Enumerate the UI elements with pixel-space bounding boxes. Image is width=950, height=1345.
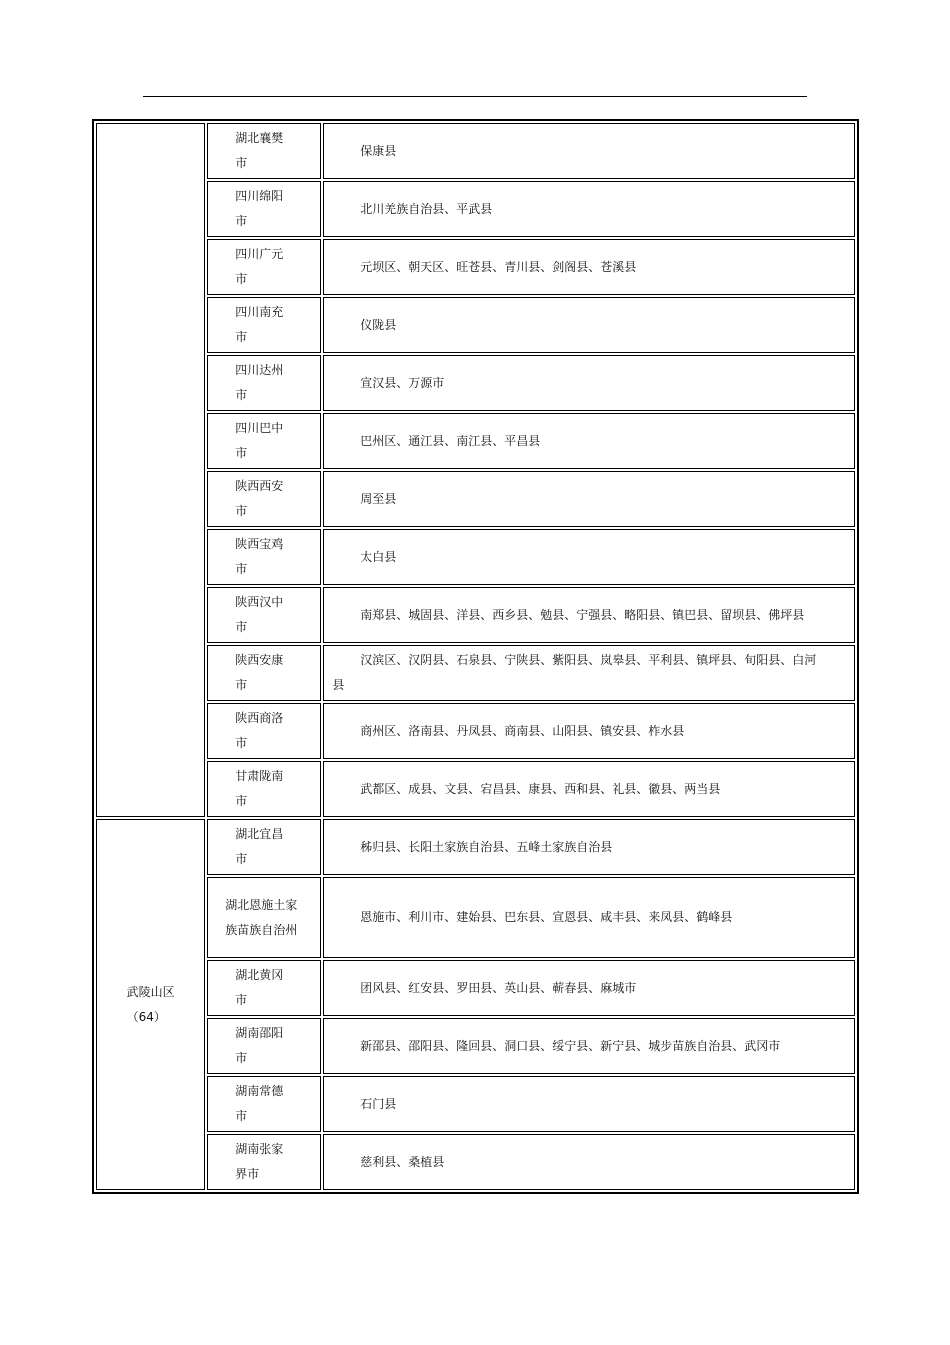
table-row [96,1018,855,1074]
city-name: 湖南张家界市 [235,1142,284,1181]
city-cell [207,761,321,817]
city-name: 湖北宜昌市 [235,827,284,866]
county-list: 仪陇县 [323,297,855,353]
city-cell [207,819,321,875]
table-row [96,181,855,237]
city-name: 甘肃陇南市 [235,769,284,808]
city-cell [207,239,321,295]
table-row [96,471,855,527]
county-list: 石门县 [323,1076,855,1132]
city-cell [207,587,321,643]
table-row [96,587,855,643]
city-name: 陕西汉中市 [235,595,284,634]
table-row [96,877,855,958]
region-cell [96,123,205,817]
table-row [96,819,855,875]
table-row [96,1134,855,1190]
city-name: 陕西宝鸡市 [235,537,284,576]
city-cell [207,645,321,701]
city-cell [207,355,321,411]
city-name: 湖北恩施土家族苗族自治州 [225,897,298,937]
city-name: 陕西西安市 [235,479,284,518]
city-cell [207,703,321,759]
county-list: 恩施市、利川市、建始县、巴东县、宣恩县、咸丰县、来凤县、鹤峰县 [323,877,855,958]
county-list: 新邵县、邵阳县、隆回县、洞口县、绥宁县、新宁县、城步苗族自治县、武冈市 [323,1018,855,1074]
county-list: 商州区、洛南县、丹凤县、商南县、山阳县、镇安县、柞水县 [323,703,855,759]
city-name: 湖南邵阳市 [235,1026,284,1065]
city-name: 湖南常德市 [235,1084,284,1123]
city-name: 四川广元市 [235,247,284,286]
region-name: 武陵山区 （64） [126,984,175,1024]
header-rule [143,96,807,97]
city-cell [207,471,321,527]
city-name: 四川达州市 [235,363,284,402]
region-table [92,119,859,1194]
county-list: 宣汉县、万源市 [323,355,855,411]
table-row [96,1076,855,1132]
city-cell [207,1018,321,1074]
county-list: 团风县、红安县、罗田县、英山县、蕲春县、麻城市 [323,960,855,1016]
county-list: 北川羌族自治县、平武县 [323,181,855,237]
city-cell [207,181,321,237]
county-list: 周至县 [323,471,855,527]
table-row [96,413,855,469]
table-row [96,761,855,817]
city-cell [207,960,321,1016]
city-cell [207,1076,321,1132]
city-cell [207,413,321,469]
county-list: 南郑县、城固县、洋县、西乡县、勉县、宁强县、略阳县、镇巴县、留坝县、佛坪县 [323,587,855,643]
county-list: 元坝区、朝天区、旺苍县、青川县、剑阁县、苍溪县 [323,239,855,295]
city-cell [207,1134,321,1190]
city-name: 四川绵阳市 [235,189,284,228]
city-name: 陕西商洛市 [235,711,284,750]
city-cell [207,297,321,353]
county-list: 汉滨区、汉阴县、石泉县、宁陕县、紫阳县、岚皋县、平利县、镇坪县、旬阳县、白河县 [323,645,855,701]
city-cell [207,877,321,958]
table-row [96,703,855,759]
county-list: 慈利县、桑植县 [323,1134,855,1190]
table-row [96,529,855,585]
city-name: 四川巴中市 [235,421,284,460]
region-cell [96,819,205,1190]
table-row [96,645,855,701]
county-list: 太白县 [323,529,855,585]
county-list: 巴州区、通江县、南江县、平昌县 [323,413,855,469]
county-list: 武都区、成县、文县、宕昌县、康县、西和县、礼县、徽县、两当县 [323,761,855,817]
city-name: 湖北襄樊市 [235,131,284,170]
city-name: 四川南充市 [235,305,284,344]
city-name: 湖北黄冈市 [235,968,284,1007]
table-row [96,123,855,179]
city-cell [207,123,321,179]
city-name: 陕西安康市 [235,653,284,692]
table-row [96,239,855,295]
table-row [96,297,855,353]
table-row [96,355,855,411]
city-cell [207,529,321,585]
table-row [96,960,855,1016]
county-list: 秭归县、长阳土家族自治县、五峰土家族自治县 [323,819,855,875]
county-list: 保康县 [323,123,855,179]
